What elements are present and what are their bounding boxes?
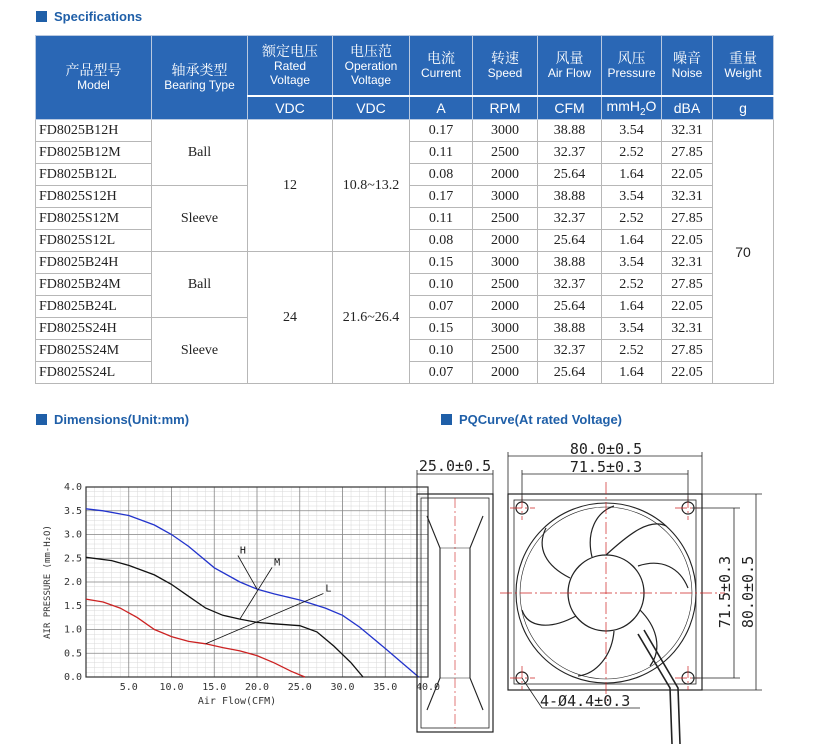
y-tick-label: 4.0 (63, 482, 82, 493)
column-header (602, 36, 662, 97)
model-cell: FD8025S12L (36, 230, 152, 252)
column-header-zh: 重量 (729, 50, 757, 67)
pressure-cell: 3.54 (602, 252, 662, 274)
column-header (152, 36, 248, 120)
y-tick-label: 2.0 (63, 577, 82, 588)
bearing-cell: Ball (152, 120, 248, 186)
noise-cell: 32.31 (662, 186, 713, 208)
pq-curve-chart (36, 475, 441, 707)
current-cell: 0.11 (410, 208, 473, 230)
column-header-zh: 风压 (617, 50, 646, 67)
speed-cell: 3000 (473, 252, 538, 274)
unit-cell (538, 96, 602, 120)
rated-voltage-cell: 24 (248, 252, 333, 384)
column-header-en: Voltage (350, 72, 392, 87)
model-cell: FD8025B12L (36, 164, 152, 186)
hole-spacing-label: 71.5±0.3 (569, 458, 643, 476)
column-header-en: Current (420, 65, 461, 80)
fan-dimension-drawing (400, 438, 800, 750)
pq-title: PQCurve(At rated Voltage) (459, 412, 623, 427)
column-header (473, 36, 538, 97)
current-cell: 0.08 (410, 230, 473, 252)
y-tick-label: 0.5 (63, 648, 82, 660)
column-header (36, 36, 152, 120)
column-header-zh: 电压范 (350, 43, 392, 60)
current-cell: 0.11 (410, 142, 473, 164)
model-cell: FD8025B12H (36, 120, 152, 142)
column-header (538, 36, 602, 97)
y-tick-label: 1.5 (63, 600, 82, 612)
speed-cell: 2000 (473, 296, 538, 318)
column-header-en: Voltage (269, 72, 311, 87)
speed-cell: 3000 (473, 318, 538, 340)
voltage-range-cell: 21.6~26.4 (333, 252, 410, 384)
thickness-dimension (417, 457, 493, 494)
section-square-icon (36, 414, 47, 425)
current-cell: 0.15 (410, 252, 473, 274)
y-tick-label: 3.5 (63, 505, 82, 517)
speed-cell: 3000 (473, 120, 538, 142)
pressure-cell: 3.54 (602, 120, 662, 142)
y-tick-label: 1.0 (63, 624, 82, 636)
current-cell: 0.17 (410, 120, 473, 142)
noise-cell: 27.85 (662, 208, 713, 230)
unit-label: VDC (275, 99, 305, 116)
x-tick-label: 25.0 (287, 682, 312, 693)
x-tick-label: 20.0 (244, 682, 270, 693)
section-square-icon (36, 11, 47, 22)
specifications-heading (36, 9, 142, 24)
airflow-cell: 25.64 (538, 362, 602, 384)
fan-wires (638, 634, 672, 744)
airflow-cell: 38.88 (538, 252, 602, 274)
unit-cell (333, 96, 410, 120)
unit-tail: O (645, 97, 657, 114)
column-header-en: Operation (344, 58, 398, 73)
column-header-zh: 转速 (491, 50, 519, 67)
y-tick-label: 0.0 (63, 672, 82, 683)
column-header (248, 36, 333, 97)
series-label: M (274, 557, 281, 569)
x-tick-label: 10.0 (159, 682, 184, 693)
model-cell: FD8025S24H (36, 318, 152, 340)
x-tick-label: 40.0 (415, 682, 441, 693)
series-line-L (86, 599, 305, 677)
column-header (410, 36, 473, 97)
column-header-en: Noise (671, 65, 703, 80)
column-header-zh: 风量 (555, 50, 584, 67)
column-header-en: Air Flow (547, 65, 592, 80)
speed-cell: 2000 (473, 164, 538, 186)
weight-cell: 70 (713, 120, 774, 384)
unit-cell (662, 96, 713, 120)
model-cell: FD8025B24H (36, 252, 152, 274)
unit-label: CFM (554, 99, 585, 116)
dimensions-title: Dimensions(Unit:mm) (54, 412, 190, 427)
speed-cell: 2000 (473, 230, 538, 252)
unit-label: A (436, 99, 446, 116)
airflow-cell: 38.88 (538, 186, 602, 208)
column-header-en: Rated (273, 58, 307, 73)
noise-cell: 27.85 (662, 274, 713, 296)
noise-cell: 27.85 (662, 142, 713, 164)
unit-cell (713, 96, 774, 120)
noise-cell: 22.05 (662, 164, 713, 186)
model-cell: FD8025S12H (36, 186, 152, 208)
unit-cell (473, 96, 538, 120)
model-cell: FD8025S24L (36, 362, 152, 384)
y-tick-label: 2.5 (63, 553, 82, 565)
width-dimensions (508, 440, 702, 502)
bearing-cell: Ball (152, 252, 248, 318)
hole-spacing-v-label: 71.5±0.3 (716, 555, 734, 629)
column-header-zh: 产品型号 (65, 62, 122, 79)
pressure-cell: 1.64 (602, 362, 662, 384)
pressure-cell: 2.52 (602, 340, 662, 362)
pressure-cell: 2.52 (602, 274, 662, 296)
table-header-row (36, 36, 774, 97)
current-cell: 0.15 (410, 318, 473, 340)
noise-cell: 32.31 (662, 252, 713, 274)
current-cell: 0.10 (410, 340, 473, 362)
y-tick-label: 3.0 (63, 529, 82, 541)
pressure-cell: 2.52 (602, 142, 662, 164)
dimensions-heading (36, 412, 189, 427)
x-tick-label: 35.0 (373, 682, 398, 693)
center-lines (500, 482, 725, 703)
airflow-cell: 25.64 (538, 230, 602, 252)
column-header-en: Speed (487, 65, 523, 80)
unit-subscript: 2 (639, 106, 646, 118)
outer-width-label: 80.0±0.5 (569, 440, 643, 458)
noise-cell: 22.05 (662, 230, 713, 252)
specifications-title: Specifications (54, 9, 143, 24)
airflow-cell: 25.64 (538, 296, 602, 318)
column-header-en: Bearing Type (164, 77, 235, 92)
column-header-en: Pressure (607, 65, 656, 80)
column-header-en: Model (77, 77, 110, 92)
unit-label: VDC (356, 99, 386, 116)
section-square-icon (441, 414, 452, 425)
unit-label: g (739, 99, 747, 116)
pressure-cell: 3.54 (602, 186, 662, 208)
x-tick-label: 15.0 (202, 682, 227, 693)
series-label: L (325, 583, 332, 595)
noise-cell: 22.05 (662, 362, 713, 384)
table-row (36, 252, 774, 274)
speed-cell: 2500 (473, 340, 538, 362)
x-tick-label: 5.0 (119, 682, 138, 693)
unit-label: mmH (606, 97, 640, 114)
x-axis-label: Air Flow(CFM) (197, 696, 277, 707)
unit-label: RPM (489, 99, 521, 116)
model-cell: FD8025B24M (36, 274, 152, 296)
speed-cell: 2500 (473, 274, 538, 296)
airflow-cell: 25.64 (538, 164, 602, 186)
column-header-en: Weight (724, 65, 762, 80)
airflow-cell: 32.37 (538, 340, 602, 362)
series-label: H (239, 545, 246, 557)
x-tick-label: 30.0 (330, 682, 355, 693)
fan-side-view (417, 494, 493, 732)
specifications-table (35, 35, 774, 384)
noise-cell: 32.31 (662, 318, 713, 340)
unit-cell (248, 96, 333, 120)
bearing-cell: Sleeve (152, 318, 248, 384)
airflow-cell: 38.88 (538, 318, 602, 340)
current-cell: 0.08 (410, 164, 473, 186)
model-cell: FD8025B12M (36, 142, 152, 164)
model-cell: FD8025S24M (36, 340, 152, 362)
y-axis-label: AIR PRESSURE (mm-H₂O) (43, 525, 53, 639)
voltage-range-cell: 10.8~13.2 (333, 120, 410, 252)
current-cell: 0.07 (410, 296, 473, 318)
noise-cell: 22.05 (662, 296, 713, 318)
column-header-zh: 噪音 (673, 50, 701, 67)
airflow-cell: 32.37 (538, 208, 602, 230)
pq-heading (441, 412, 622, 427)
unit-cell (602, 96, 662, 120)
pressure-cell: 1.64 (602, 230, 662, 252)
speed-cell: 2000 (473, 362, 538, 384)
current-cell: 0.10 (410, 274, 473, 296)
airflow-cell: 32.37 (538, 142, 602, 164)
series-line-M (86, 557, 363, 677)
series-line-H (86, 509, 419, 677)
column-header (333, 36, 410, 97)
current-cell: 0.17 (410, 186, 473, 208)
column-header (713, 36, 774, 97)
pressure-cell: 2.52 (602, 208, 662, 230)
column-header (662, 36, 713, 97)
pressure-cell: 1.64 (602, 164, 662, 186)
rated-voltage-cell: 12 (248, 120, 333, 252)
pressure-cell: 1.64 (602, 296, 662, 318)
outer-height-label: 80.0±0.5 (739, 555, 757, 629)
bearing-cell: Sleeve (152, 186, 248, 252)
speed-cell: 2500 (473, 142, 538, 164)
noise-cell: 32.31 (662, 120, 713, 142)
model-cell: FD8025B24L (36, 296, 152, 318)
pressure-cell: 3.54 (602, 318, 662, 340)
speed-cell: 3000 (473, 186, 538, 208)
speed-cell: 2500 (473, 208, 538, 230)
model-cell: FD8025S12M (36, 208, 152, 230)
column-header-zh: 轴承类型 (171, 62, 228, 79)
thickness-label: 25.0±0.5 (418, 457, 492, 475)
holes-label: 4-Ø4.4±0.3 (540, 692, 631, 710)
airflow-cell: 32.37 (538, 274, 602, 296)
noise-cell: 27.85 (662, 340, 713, 362)
current-cell: 0.07 (410, 362, 473, 384)
series-leader (240, 567, 272, 619)
unit-label: dBA (673, 99, 701, 116)
column-header-zh: 电流 (427, 50, 455, 67)
table-row (36, 120, 774, 142)
column-header-zh: 额定电压 (262, 43, 318, 60)
airflow-cell: 38.88 (538, 120, 602, 142)
holes-dimension (522, 678, 640, 710)
unit-cell (410, 96, 473, 120)
